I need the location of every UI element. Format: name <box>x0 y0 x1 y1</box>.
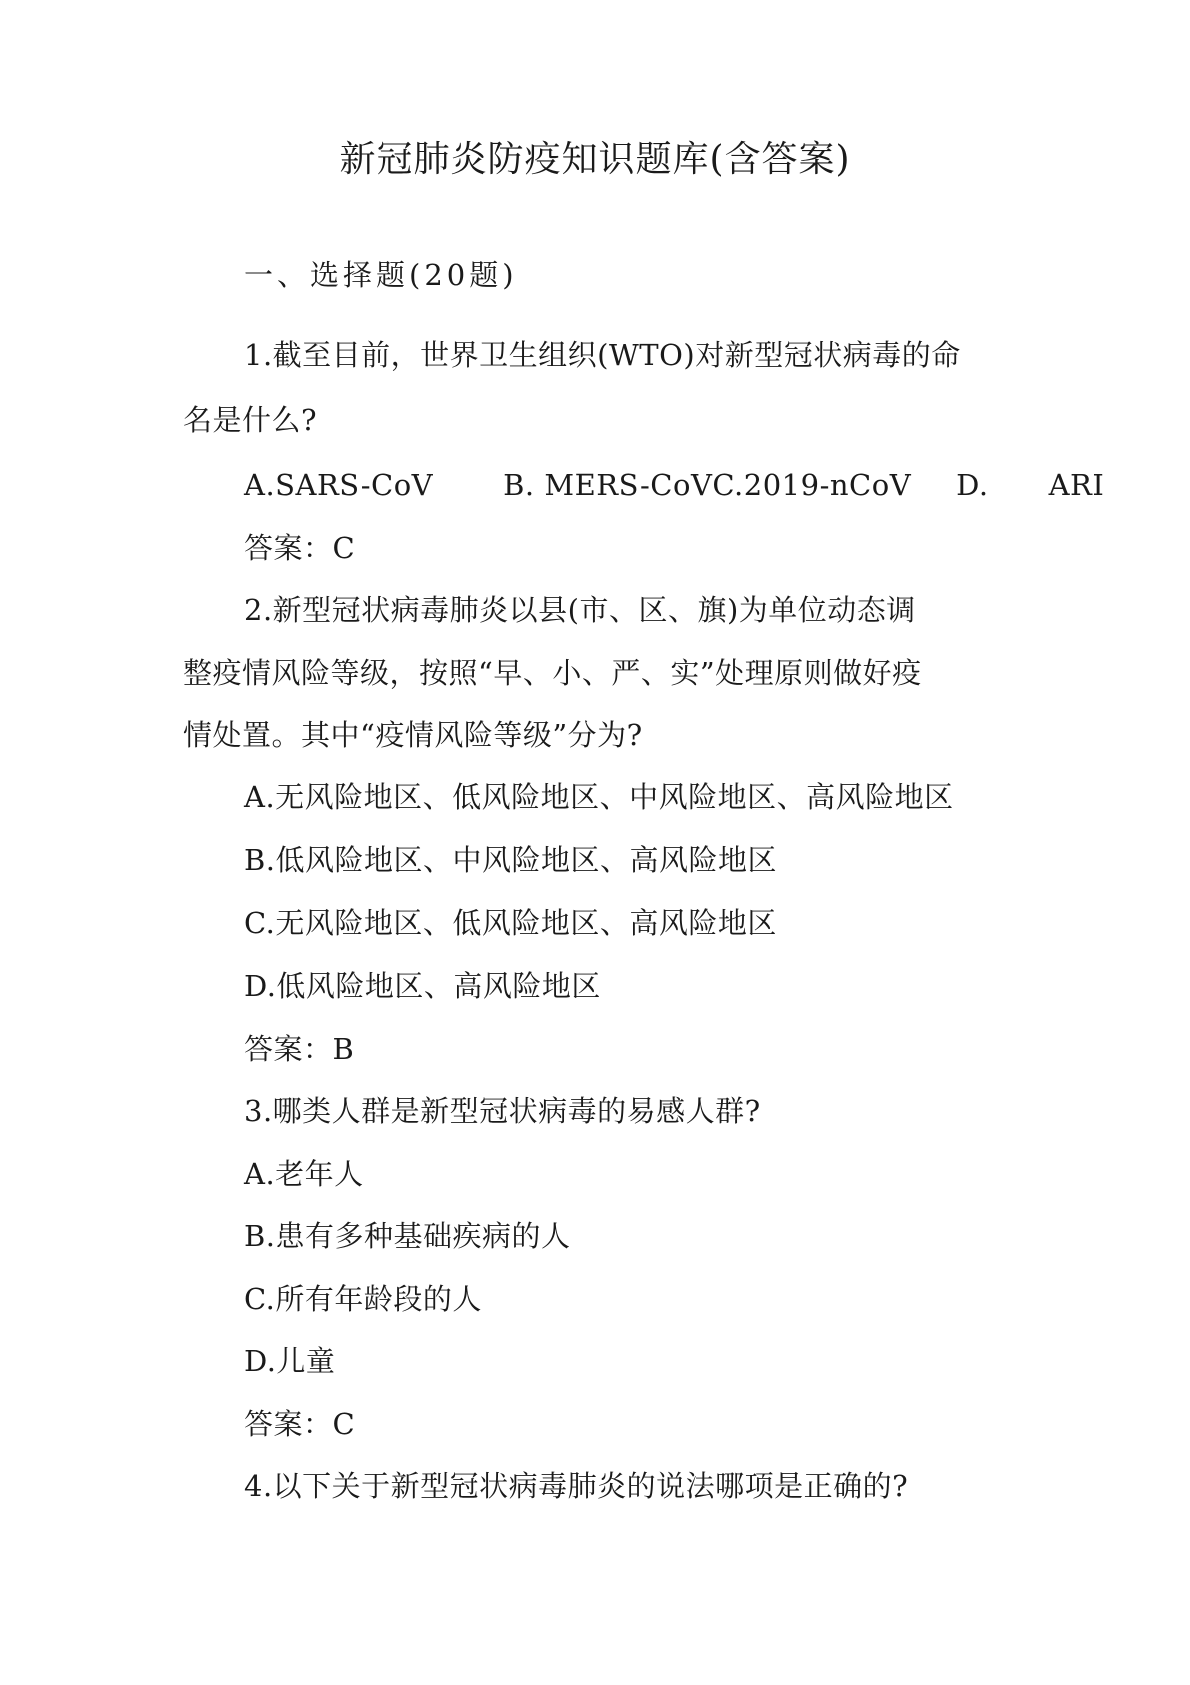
question-2-answer: 答案：B <box>244 1032 355 1066</box>
question-2-text-cont-2: 情处置。其中“疫情风险等级”分为? <box>183 718 643 752</box>
option-b-c: B. MERS-CoVC.2019-nCoV <box>503 468 912 502</box>
question-3-option-c: C.所有年龄段的人 <box>244 1282 482 1316</box>
question-1-text-cont: 名是什么? <box>183 403 318 437</box>
question-1-options <box>244 465 1104 505</box>
option-a: A.SARS-CoV <box>244 468 434 502</box>
option-d-label: D. <box>956 468 989 502</box>
question-3-text: 3.哪类人群是新型冠状病毒的易感人群? <box>244 1094 761 1128</box>
question-2-option-d: D.低风险地区、高风险地区 <box>244 969 601 1003</box>
question-2-text-cont: 整疫情风险等级，按照“早、小、严、实”处理原则做好疫 <box>183 656 922 690</box>
question-2-option-a: A.无风险地区、低风险地区、中风险地区、高风险地区 <box>244 780 954 814</box>
question-3-option-d: D.儿童 <box>244 1344 336 1378</box>
document-title: 新冠肺炎防疫知识题库(含答案) <box>339 139 851 180</box>
question-3-answer: 答案：C <box>244 1407 356 1441</box>
question-3-option-a: A.老年人 <box>244 1157 364 1191</box>
question-1-text: 1.截至目前，世界卫生组织(WTO)对新型冠状病毒的命 <box>244 338 961 372</box>
question-3-option-b: B.患有多种基础疾病的人 <box>244 1219 571 1253</box>
question-2-option-c: C.无风险地区、低风险地区、高风险地区 <box>244 906 777 940</box>
section-heading: 一、选择题(20题) <box>244 258 518 292</box>
question-2-text: 2.新型冠状病毒肺炎以县(市、区、旗)为单位动态调 <box>244 593 916 627</box>
question-2-option-b: B.低风险地区、中风险地区、高风险地区 <box>244 843 778 877</box>
option-d-value: ARI <box>1048 468 1105 502</box>
question-4-text: 4.以下关于新型冠状病毒肺炎的说法哪项是正确的? <box>244 1469 909 1503</box>
question-1-answer: 答案：C <box>244 531 356 565</box>
